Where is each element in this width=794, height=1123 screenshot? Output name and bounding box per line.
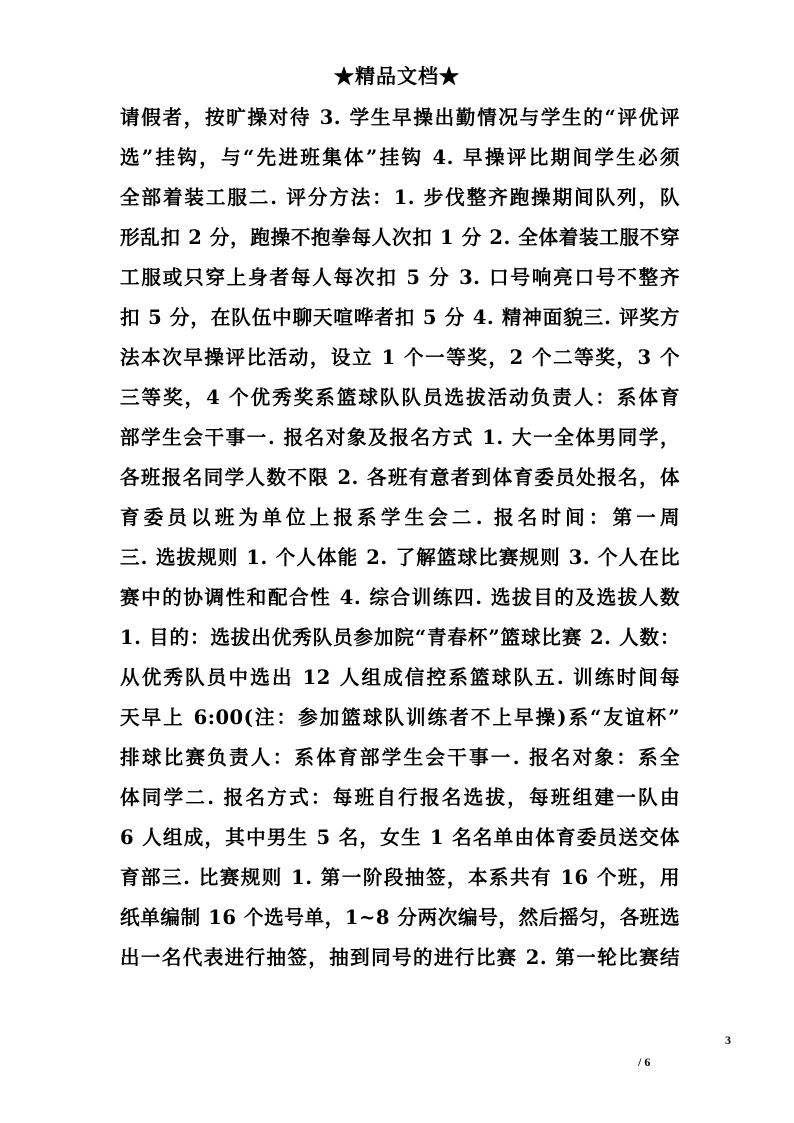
text-line: 育部三. 比赛规则 1. 第一阶段抽签，本系共有 16 个班，用 xyxy=(120,866,680,889)
text-line: 排球比赛负责人：系体育部学生会干事一. 报名对象：系全 xyxy=(120,746,680,769)
text-line: 体同学二. 报名方式：每班自行报名选拔，每班组建一队由 xyxy=(120,786,680,809)
text-line: 全部着装工服二. 评分方法：1. 步伐整齐跑操期间队列，队 xyxy=(120,186,680,209)
text-line: 扣 5 分，在队伍中聊天喧哗者扣 5 分 4. 精神面貌三. 评奖方 xyxy=(120,306,680,329)
text-line: 天早上 6:00(注：参加篮球队训练者不上早操)系“友谊杯” xyxy=(120,706,680,729)
text-line: 形乱扣 2 分，跑操不抱拳每人次扣 1 分 2. 全体着装工服不穿 xyxy=(120,226,680,249)
document-header: ★精品文档★ xyxy=(334,64,460,88)
text-line: 从优秀队员中选出 12 人组成信控系篮球队五. 训练时间每 xyxy=(120,666,680,689)
text-line: 选”挂钩，与“先进班集体”挂钩 4. 早操评比期间学生必须 xyxy=(120,146,680,169)
text-line: 三等奖，4 个优秀奖系篮球队队员选拔活动负责人：系体育 xyxy=(120,386,680,409)
text-line: 6 人组成，其中男生 5 名，女生 1 名名单由体育委员送交体 xyxy=(120,826,680,849)
text-line: 各班报名同学人数不限 2. 各班有意者到体育委员处报名，体 xyxy=(120,466,680,489)
page-total: / 6 xyxy=(638,1055,651,1069)
text-line: 请假者，按旷操对待 3. 学生早操出勤情况与学生的“评优评 xyxy=(120,106,680,129)
text-line: 部学生会干事一. 报名对象及报名方式 1. 大一全体男同学， xyxy=(120,426,680,449)
text-line: 出一名代表进行抽签，抽到同号的进行比赛 2. 第一轮比赛结 xyxy=(120,946,680,969)
page-number: 3 xyxy=(725,1033,731,1047)
text-line: 法本次早操评比活动，设立 1 个一等奖，2 个二等奖，3 个 xyxy=(120,346,680,369)
document-body xyxy=(120,98,680,978)
text-line: 赛中的协调性和配合性 4. 综合训练四. 选拔目的及选拔人数 xyxy=(120,586,680,609)
text-line: 1. 目的：选拔出优秀队员参加院“青春杯”篮球比赛 2. 人数： xyxy=(120,626,680,649)
text-line: 育委员以班为单位上报系学生会二. 报名时间：第一周 xyxy=(120,506,680,529)
text-line: 工服或只穿上身者每人每次扣 5 分 3. 口号响亮口号不整齐 xyxy=(120,266,680,289)
text-line: 三. 选拔规则 1. 个人体能 2. 了解篮球比赛规则 3. 个人在比 xyxy=(120,546,680,569)
text-line: 纸单编制 16 个选号单，1~8 分两次编号，然后摇匀，各班选 xyxy=(120,906,680,929)
